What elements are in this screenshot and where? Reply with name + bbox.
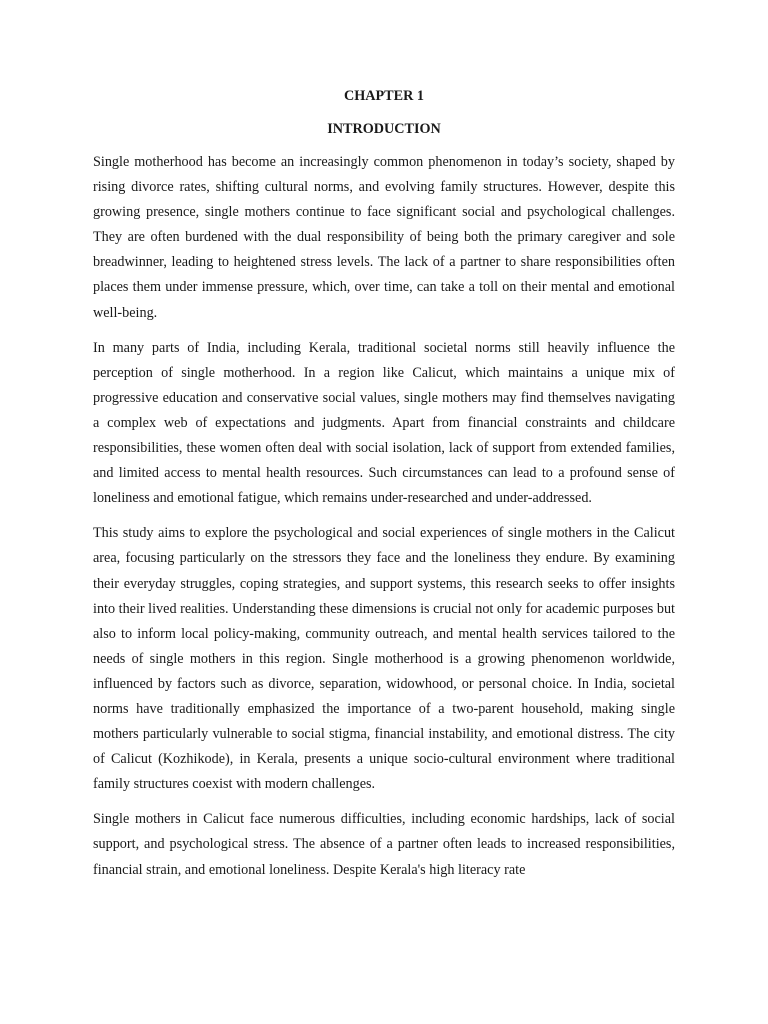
section-heading: INTRODUCTION	[327, 121, 441, 137]
paragraph: Single motherhood has become an increasingly common phenomenon in today’s society, shaped by rising divorce rates, shifting cultural norms, and evolving family structures. However, despite this growing presence, single mothers continue to face significant social and psychological challenges. They are often burdened with the dual responsibility of being both the primary caregiver and sole breadwinner, leading to heightened stress levels. The lack of a partner to share responsibilities often places them under immense pressure, which, over time, can take a toll on their mental and emotional well-being.	[93, 154, 675, 321]
chapter-heading: CHAPTER 1	[343, 88, 424, 104]
paragraph: This study aims to explore the psychological and social experiences of single mothers in the Calicut area, focusing particularly on the stressors they face and the loneliness they endure. By examining their everyday struggles, coping strategies, and support systems, this research seeks to offer insights into their lived realities. Understanding these dimensions is crucial not only for academic purposes but also to inform local policy-making, community outreach, and mental health services tailored to the needs of single mothers in this region. Single motherhood is a growing phenomenon worldwide, influenced by factors such as divorce, separation, widowhood, or personal choice. In India, societal norms have traditionally emphasized the importance of a two-parent household, making single mothers particularly vulnerable to social stigma, financial instability, and emotional distress. The city of Calicut (Kozhikode), in Kerala, presents a unique socio-cultural environment where traditional family structures coexist with modern challenges.	[93, 525, 675, 793]
document-page	[93, 84, 675, 893]
paragraph: Single mothers in Calicut face numerous difficulties, including economic hardships, lack of social support, and psychological stress. The absence of a partner often leads to increased responsibilities, financial strain, and emotional loneliness. Despite Kerala's high literacy rate	[93, 811, 675, 878]
paragraph: In many parts of India, including Kerala, traditional societal norms still heavily influence the perception of single motherhood. In a region like Calicut, which maintains a unique mix of progressive education and conservative social values, single mothers may find themselves navigating a complex web of expectations and judgments. Apart from financial constraints and childcare responsibilities, these women often deal with social isolation, lack of support from extended families, and limited access to mental health resources. Such circumstances can lead to a profound sense of loneliness and emotional fatigue, which remains under-researched and under-addressed.	[93, 339, 675, 507]
